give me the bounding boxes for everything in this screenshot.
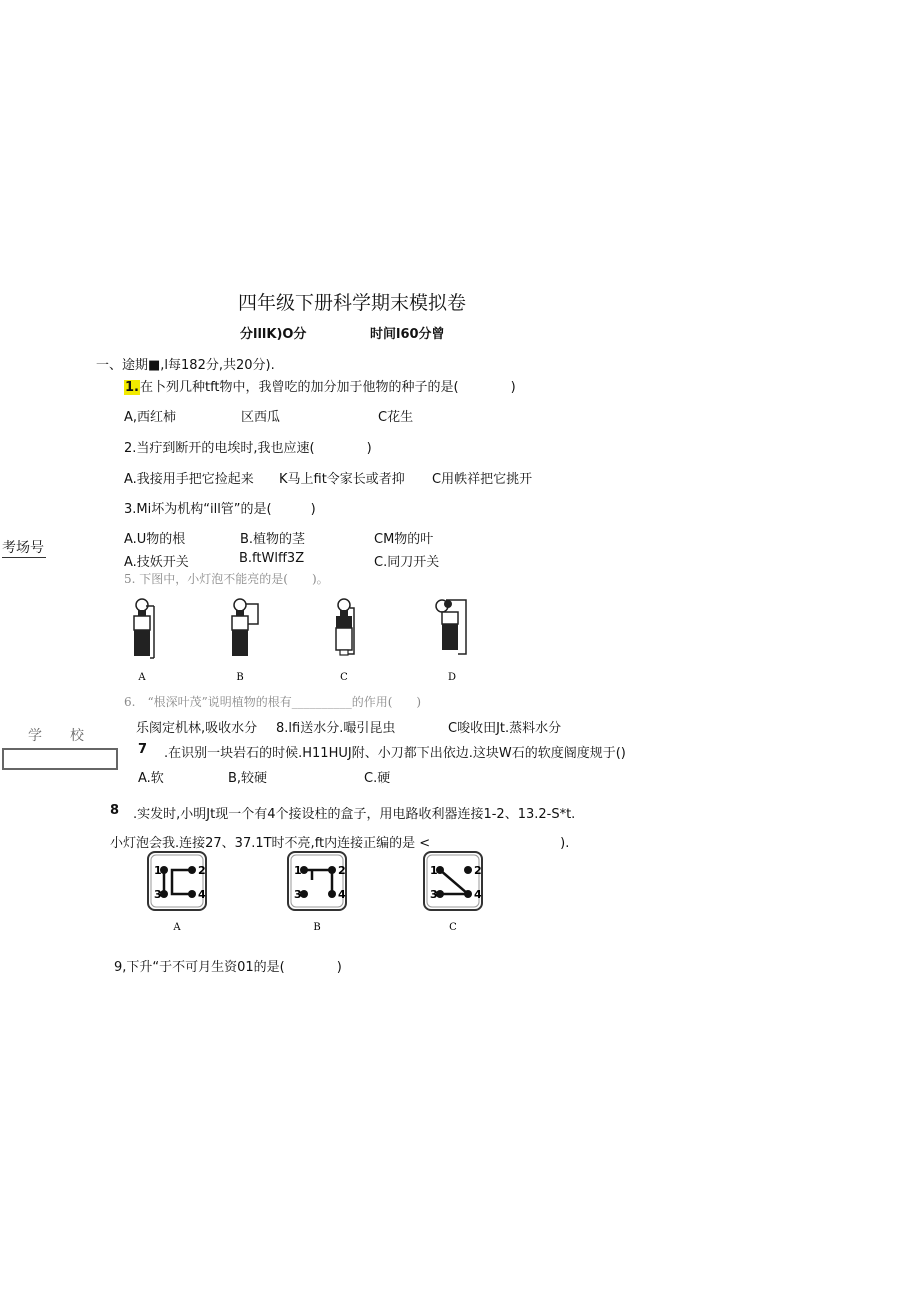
school-input-box[interactable] xyxy=(2,748,118,770)
exam-room-underline xyxy=(2,557,46,558)
terminal-box-c xyxy=(424,852,482,933)
q7-option-b: B,较硬 xyxy=(228,771,268,786)
q4-option-c: C.同刀开关 xyxy=(374,555,440,570)
q6-option-c: C唆收田Jt.蒸料水分 xyxy=(448,721,562,736)
svg-text:1: 1 xyxy=(154,864,162,877)
q7-option-a: A.软 xyxy=(138,771,164,786)
q6-option-b: 8.lfi送水分.嘬引昆虫 xyxy=(276,721,396,736)
circuit-d xyxy=(436,600,466,683)
question-3: 3.Mi坏为机构“ill管”的是( ) xyxy=(124,502,316,517)
school-label: 学 校 xyxy=(28,728,84,744)
terminal-box-b xyxy=(288,852,346,933)
terminal-box-a xyxy=(148,852,206,933)
q5-caption-b: B xyxy=(236,672,244,683)
svg-text:1: 1 xyxy=(430,864,438,877)
svg-text:3: 3 xyxy=(154,888,162,901)
svg-text:2: 2 xyxy=(474,864,482,877)
question-7-number: 7 xyxy=(138,742,148,757)
page-title: 四年级下册科学期末模拟卷 xyxy=(238,292,467,314)
question-6: 6. “根深叶茂”说明植物的根有__________的作用( ) xyxy=(124,695,422,709)
section-heading: 一、途期■,l每182分,共20分). xyxy=(96,358,275,373)
svg-text:4: 4 xyxy=(474,888,482,901)
question-8-continued: 小灯泡会我.连接27、37.1T时不亮,ft内连接正编的是 < ). xyxy=(110,836,570,851)
question-8-number: 8 xyxy=(110,803,120,818)
svg-text:2: 2 xyxy=(338,864,346,877)
q7-option-c: C.硬 xyxy=(364,771,391,786)
q5-battery-bulb-figure xyxy=(120,594,480,686)
q5-caption-a: A xyxy=(138,672,146,683)
svg-text:4: 4 xyxy=(198,888,206,901)
time-info: 时间l60分曾 xyxy=(370,327,445,342)
score-info: 分lllK)O分 xyxy=(240,327,307,342)
question-2: 2.当疔到断开的电埃时,我也应速( ) xyxy=(124,441,372,456)
q1-option-b: 区西瓜 xyxy=(241,410,281,425)
question-7: .在识别一块岩石的时候.H11HUJ附、小刀都下出依边.这块W石的软度阍度规于() xyxy=(164,746,626,761)
q4-option-a: A.技妖开关 xyxy=(124,555,189,570)
svg-text:1: 1 xyxy=(294,864,302,877)
q4-option-b: B.ftWlff3Z xyxy=(239,551,305,566)
q3-option-a: A.U物的根 xyxy=(124,532,186,547)
q8-terminal-box-figure xyxy=(140,848,500,934)
q1-option-a: A,西红柿 xyxy=(124,410,177,425)
q5-caption-c: C xyxy=(340,672,348,683)
q2-option-b: K马上fit令家长或者抑 xyxy=(279,472,405,487)
q3-option-c: CM物的叶 xyxy=(374,532,434,547)
circuit-b xyxy=(232,599,258,683)
q2-option-a: A.我接用手把它捡起来 xyxy=(124,472,254,487)
q8-caption-a: A xyxy=(173,922,181,933)
question-9: 9,下升“于不可月生资01的是( ) xyxy=(114,960,342,975)
question-5: 5. 下图中，小灯泡不能亮的是( )。 xyxy=(124,572,329,586)
svg-text:4: 4 xyxy=(338,888,346,901)
svg-text:3: 3 xyxy=(294,888,302,901)
q3-option-b: B.植物的茎 xyxy=(240,532,306,547)
q3-options-cropped xyxy=(124,528,464,547)
q5-caption-d: D xyxy=(447,672,457,683)
question-1-text: 在卜列几种tft物中，我曾吃的加分加于他物的种子的是( ) xyxy=(139,380,516,395)
svg-text:3: 3 xyxy=(430,888,438,901)
q8-caption-c: C xyxy=(449,922,457,933)
question-8: .实发时,小明Jt现一个有4个接设柱的盒子，用电路收利器连接1-2、13.2-S*t. xyxy=(133,807,576,822)
question-1-number: 1. xyxy=(125,380,139,395)
exam-room-label: 考场号 xyxy=(2,540,44,556)
q6-option-a: 乐阂定机林,吸收水分 xyxy=(136,721,258,736)
q8-caption-b: B xyxy=(313,922,321,933)
svg-text:2: 2 xyxy=(198,864,206,877)
circuit-a xyxy=(134,599,154,683)
question-1 xyxy=(124,376,516,395)
circuit-c xyxy=(336,599,354,683)
q1-option-c: C花生 xyxy=(378,410,414,425)
q2-option-c: C用帙祥把它挑开 xyxy=(432,472,533,487)
